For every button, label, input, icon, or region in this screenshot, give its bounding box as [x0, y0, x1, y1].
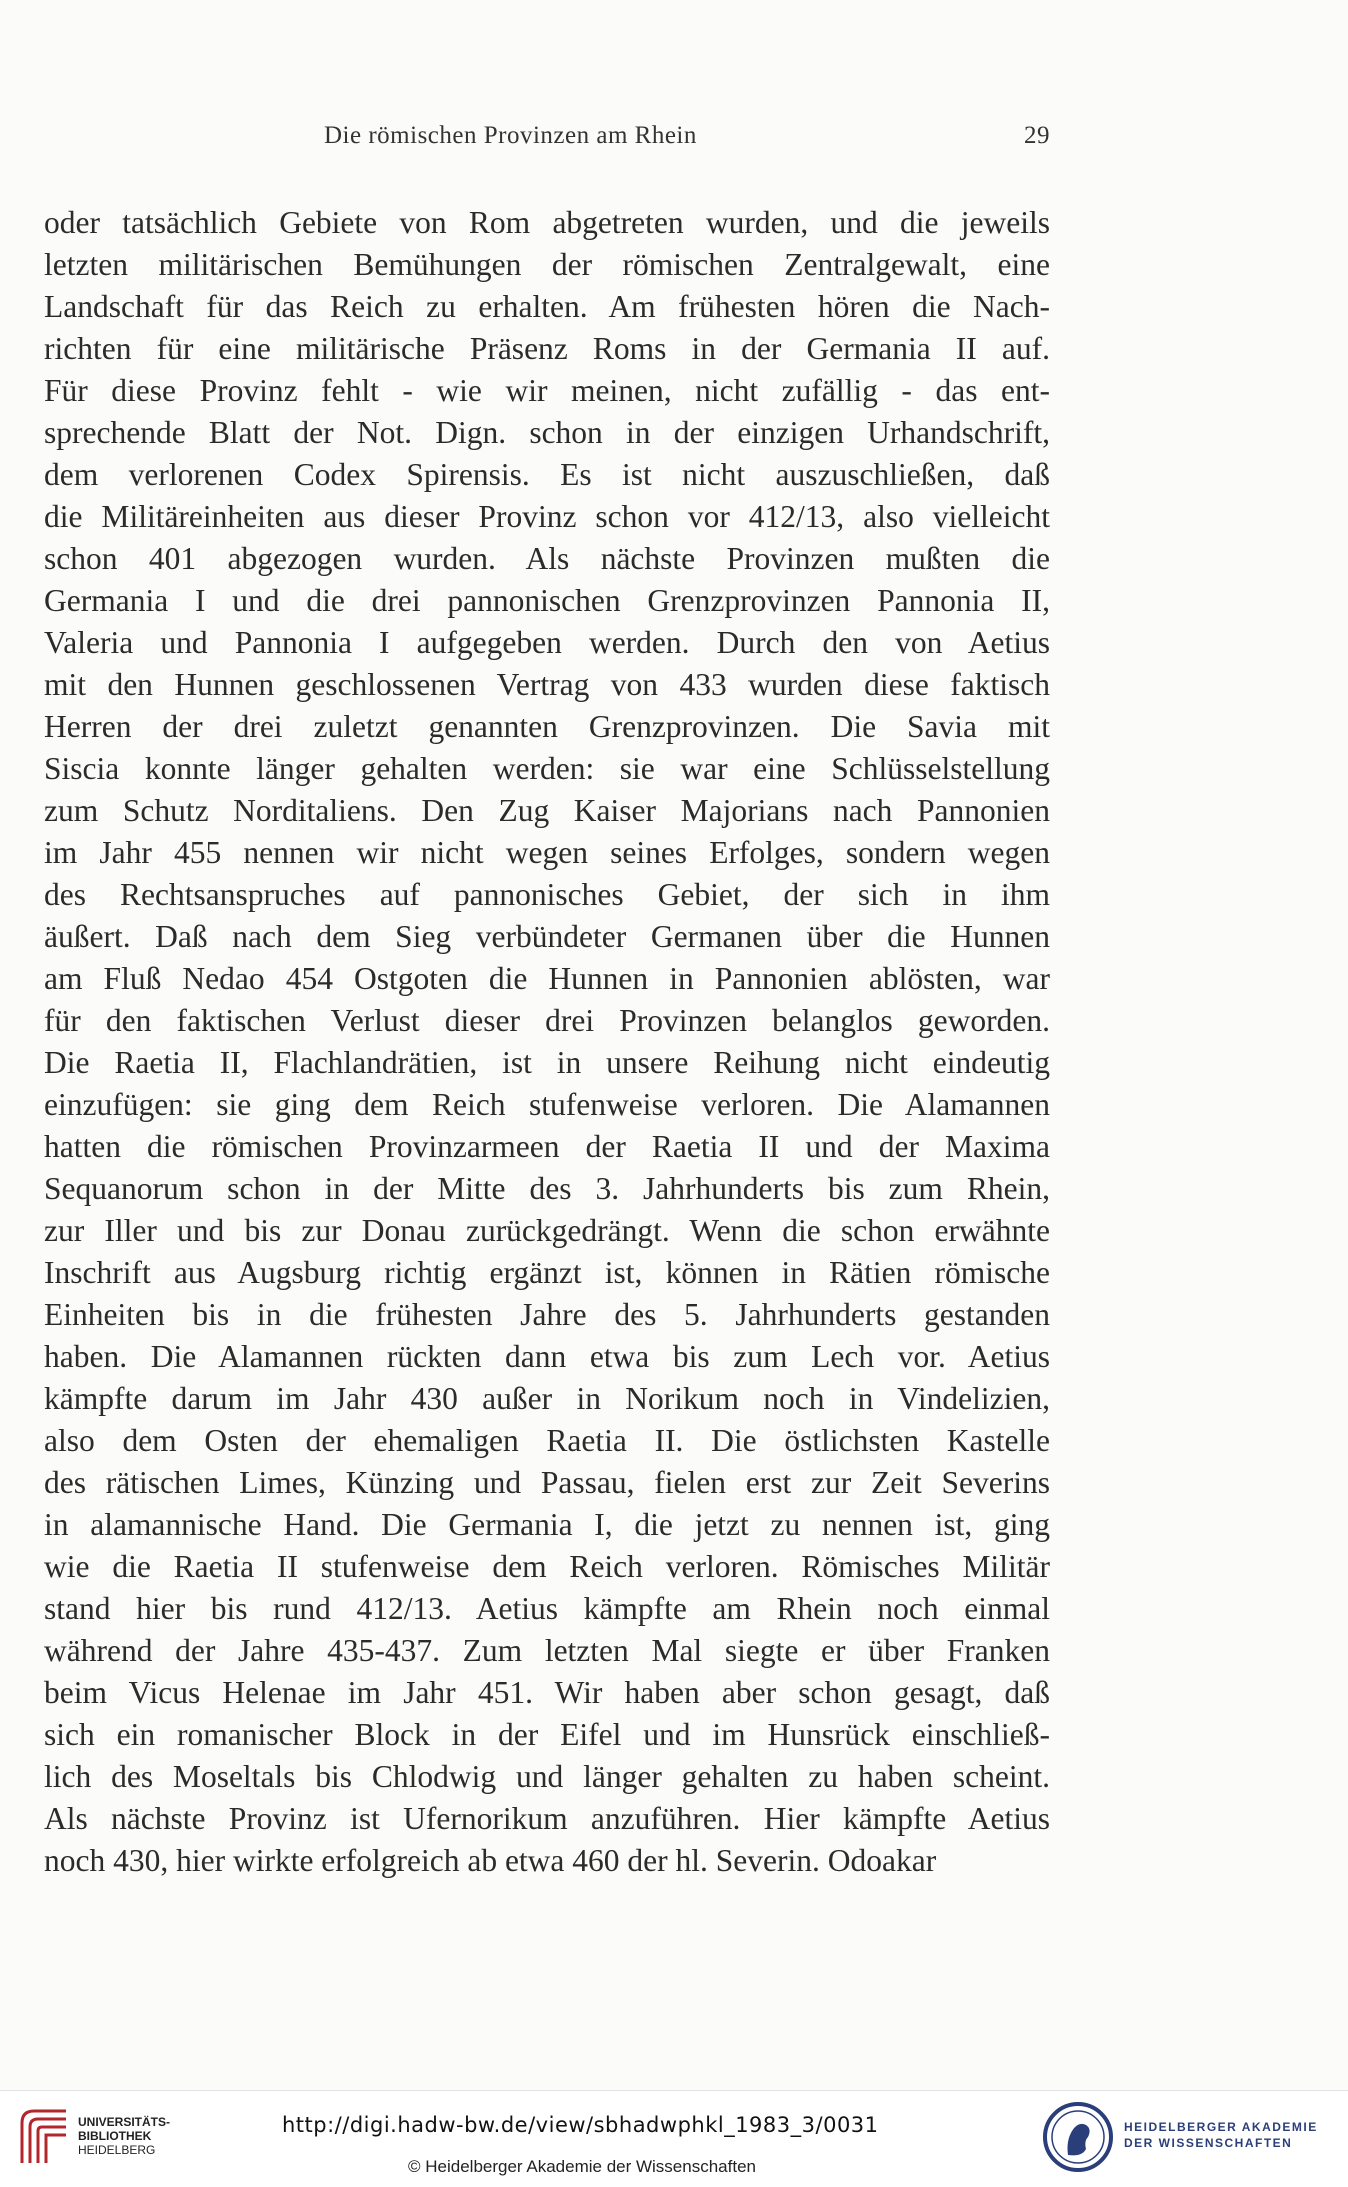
text-line: im Jahr 455 nennen wir nicht wegen seines Erfolges, sondern wegen: [44, 835, 1050, 870]
text-line: am Fluß Nedao 454 Ostgoten die Hunnen in Pannonien ablösten, war: [44, 961, 1050, 996]
text-line: dem verlorenen Codex Spirensis. Es ist nicht auszuschließen, daß: [44, 457, 1050, 492]
body-text: [44, 202, 1050, 1882]
text-line: für den faktischen Verlust dieser drei Provinzen belanglos geworden.: [44, 1003, 1050, 1038]
text-line: sprechende Blatt der Not. Dign. schon in der einzigen Urhandschrift,: [44, 415, 1050, 450]
text-line: äußert. Daß nach dem Sieg verbündeter Germanen über die Hunnen: [44, 919, 1050, 954]
text-line: letzten militärischen Bemühungen der römischen Zentralgewalt, eine: [44, 247, 1050, 282]
text-line: Sequanorum schon in der Mitte des 3. Jahrhunderts bis zum Rhein,: [44, 1171, 1050, 1206]
text-line: also dem Osten der ehemaligen Raetia II. Die östlichsten Kastelle: [44, 1423, 1050, 1458]
text-line: Für diese Provinz fehlt - wie wir meinen, nicht zufällig - das ent-: [44, 373, 1050, 408]
text-line: die Militäreinheiten aus dieser Provinz schon vor 412/13, also vielleicht: [44, 499, 1050, 534]
text-line: des rätischen Limes, Künzing und Passau, fielen erst zur Zeit Severins: [44, 1465, 1050, 1500]
text-line: während der Jahre 435-437. Zum letzten Mal siegte er über Franken: [44, 1633, 1050, 1668]
academy-seal-icon: [1042, 2101, 1114, 2173]
text-line: des Rechtsanspruches auf pannonisches Gebiet, der sich in ihm: [44, 877, 1050, 912]
text-line: beim Vicus Helenae im Jahr 451. Wir haben aber schon gesagt, daß: [44, 1675, 1050, 1710]
copyright-notice: © Heidelberger Akademie der Wissenschaften: [408, 2157, 756, 2176]
text-line: hatten die römischen Provinzarmeen der Raetia II und der Maxima: [44, 1129, 1050, 1164]
text-line: in alamannische Hand. Die Germania I, die jetzt zu nennen ist, ging: [44, 1507, 1050, 1542]
text-line: Valeria und Pannonia I aufgegeben werden. Durch den von Aetius: [44, 625, 1050, 660]
text-line: Einheiten bis in die frühesten Jahre des 5. Jahrhunderts gestanden: [44, 1297, 1050, 1332]
text-line: noch 430, hier wirkte erfolgreich ab etwa 460 der hl. Severin. Odoakar: [44, 1843, 937, 1878]
text-line: einzufügen: sie ging dem Reich stufenweise verloren. Die Alamannen: [44, 1087, 1050, 1122]
text-line: zum Schutz Norditaliens. Den Zug Kaiser Majorians nach Pannonien: [44, 793, 1050, 828]
text-line: mit den Hunnen geschlossenen Vertrag von 433 wurden diese faktisch: [44, 667, 1050, 702]
text-line: stand hier bis rund 412/13. Aetius kämpfte am Rhein noch einmal: [44, 1591, 1050, 1626]
text-line: schon 401 abgezogen wurden. Als nächste Provinzen mußten die: [44, 541, 1050, 576]
academy-name: HEIDELBERGER AKADEMIE DER WISSENSCHAFTEN: [1124, 2120, 1318, 2150]
text-line: Inschrift aus Augsburg richtig ergänzt ist, können in Rätien römische: [44, 1255, 1050, 1290]
text-line: Herren der drei zuletzt genannten Grenzprovinzen. Die Savia mit: [44, 709, 1050, 744]
text-line: kämpfte darum im Jahr 430 außer in Norikum noch in Vindelizien,: [44, 1381, 1050, 1416]
university-library-logo-icon: [16, 2105, 72, 2167]
text-line: haben. Die Alamannen rückten dann etwa bis zum Lech vor. Aetius: [44, 1339, 1050, 1374]
text-line: Als nächste Provinz ist Ufernorikum anzuführen. Hier kämpfte Aetius: [44, 1801, 1050, 1836]
text-line: zur Iller und bis zur Donau zurückgedrängt. Wenn die schon erwähnte: [44, 1213, 1050, 1248]
source-url-link[interactable]: http://digi.hadw-bw.de/view/sbhadwphkl_1983_3/0031: [282, 2113, 879, 2137]
text-line: richten für eine militärische Präsenz Roms in der Germania II auf.: [44, 331, 1050, 366]
text-line: sich ein romanischer Block in der Eifel und im Hunsrück einschließ-: [44, 1717, 1050, 1752]
text-line: Landschaft für das Reich zu erhalten. Am frühesten hören die Nach-: [44, 289, 1050, 324]
text-line: lich des Moseltals bis Chlodwig und länger gehalten zu haben scheint.: [44, 1759, 1050, 1794]
running-title: Die römischen Provinzen am Rhein: [324, 122, 697, 149]
page-number: 29: [1024, 122, 1050, 149]
text-line: Germania I und die drei pannonischen Grenzprovinzen Pannonia II,: [44, 583, 1050, 618]
library-name: UNIVERSITÄTS- BIBLIOTHEK HEIDELBERG: [78, 2115, 171, 2157]
text-line: Siscia konnte länger gehalten werden: sie war eine Schlüsselstellung: [44, 751, 1050, 786]
text-line: wie die Raetia II stufenweise dem Reich verloren. Römisches Militär: [44, 1549, 1050, 1584]
text-line: oder tatsächlich Gebiete von Rom abgetreten wurden, und die jeweils: [44, 205, 1050, 240]
text-line: Die Raetia II, Flachlandrätien, ist in unsere Reihung nicht eindeutig: [44, 1045, 1050, 1080]
digitization-footer: [0, 2090, 1348, 2187]
